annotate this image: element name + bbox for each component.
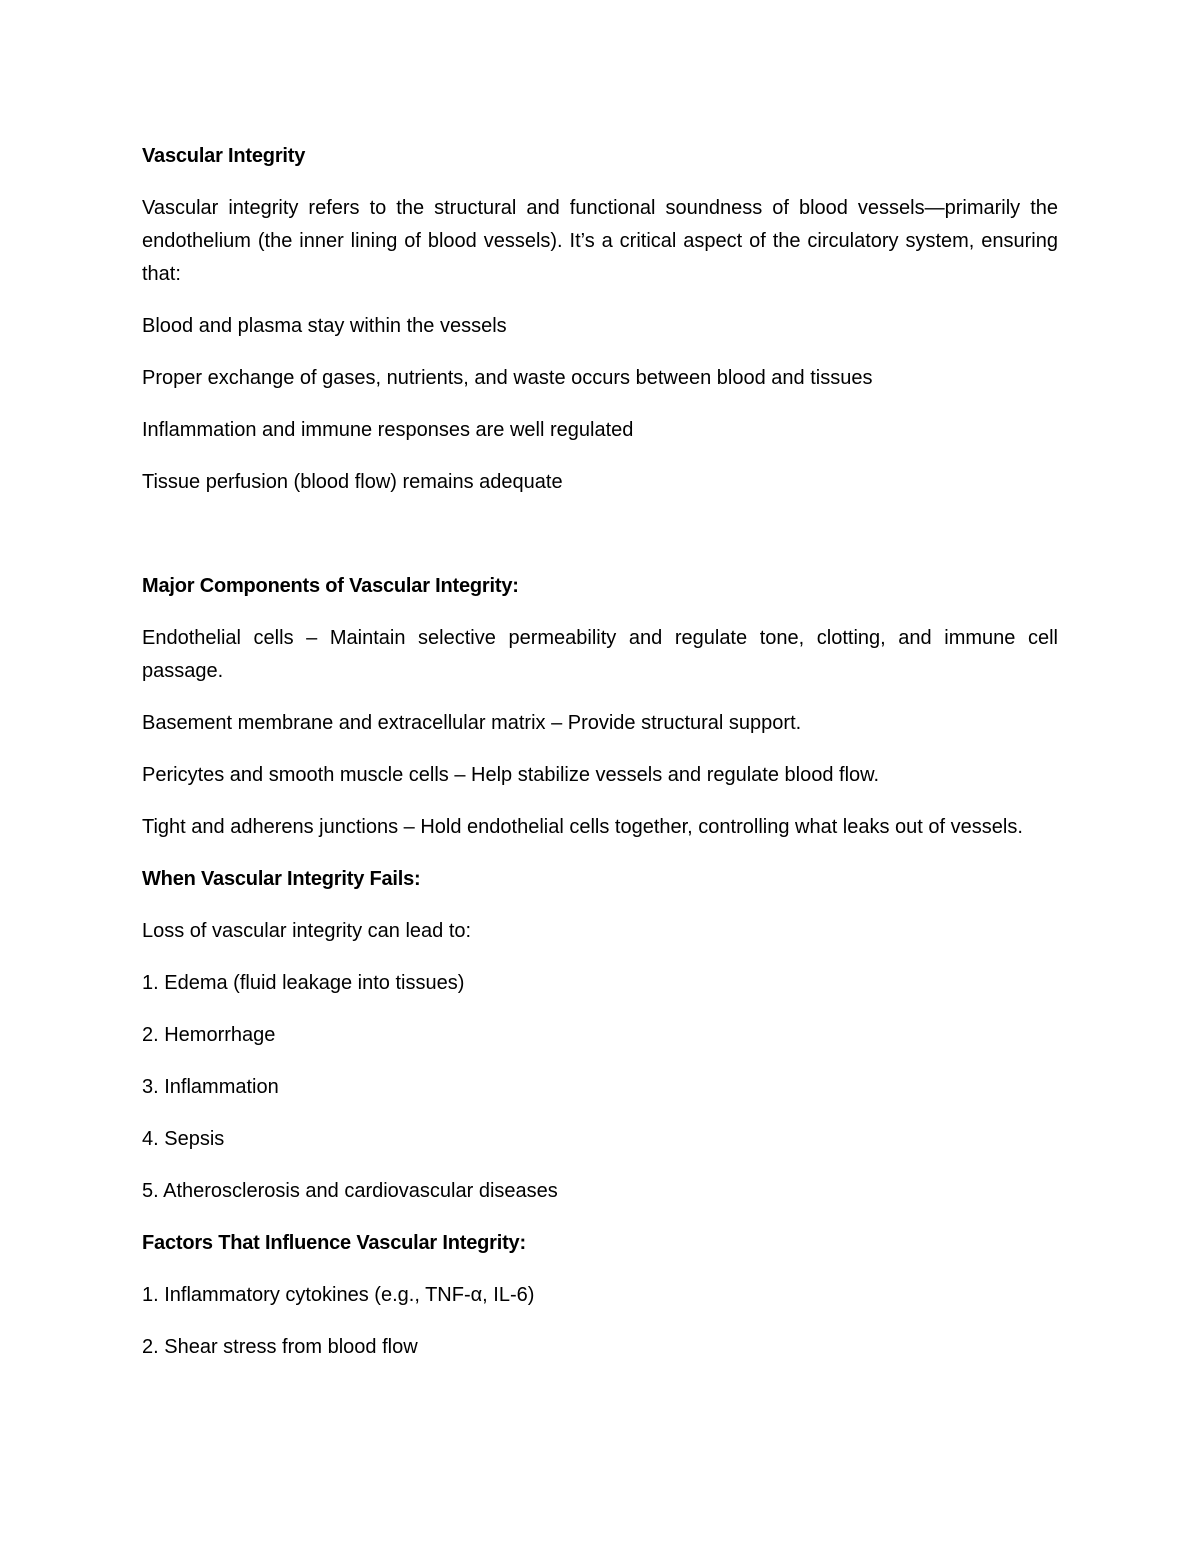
section-heading-vascular-integrity: Vascular Integrity (142, 145, 306, 167)
section-heading-factors: Factors That Influence Vascular Integrity: (142, 1232, 526, 1254)
fails-item: 2. Hemorrhage (142, 1024, 276, 1046)
blank-line (142, 518, 1058, 570)
integrity-point: Proper exchange of gases, nutrients, and waste occurs between blood and tissues (142, 367, 873, 389)
component-item: Tight and adherens junctions – Hold endothelial cells together, controlling what leaks out of vessels. (142, 816, 1023, 838)
fails-item: 5. Atherosclerosis and cardiovascular diseases (142, 1180, 558, 1202)
factor-item: 1. Inflammatory cytokines (e.g., TNF-α, IL-6) (142, 1284, 535, 1306)
integrity-point: Blood and plasma stay within the vessels (142, 315, 507, 337)
section-heading-major-components: Major Components of Vascular Integrity: (142, 575, 519, 597)
integrity-point: Tissue perfusion (blood flow) remains adequate (142, 471, 563, 493)
component-item: Basement membrane and extracellular matrix – Provide structural support. (142, 712, 802, 734)
factor-item: 2. Shear stress from blood flow (142, 1336, 418, 1358)
component-item: Pericytes and smooth muscle cells – Help stabilize vessels and regulate blood flow. (142, 764, 880, 786)
fails-item: 3. Inflammation (142, 1076, 279, 1098)
intro-paragraph: Vascular integrity refers to the structural and functional soundness of blood vessels—primarily the endothelium (the inner lining of blood vessels). It’s a critical aspect of the circulatory system, ensuring that: (142, 197, 1058, 285)
fails-intro: Loss of vascular integrity can lead to: (142, 920, 472, 942)
section-heading-when-fails: When Vascular Integrity Fails: (142, 868, 421, 890)
component-item: Endothelial cells – Maintain selective permeability and regulate tone, clotting, and immune cell passage. (142, 627, 1058, 682)
fails-item: 4. Sepsis (142, 1128, 225, 1150)
integrity-point: Inflammation and immune responses are well regulated (142, 419, 634, 441)
fails-item: 1. Edema (fluid leakage into tissues) (142, 972, 465, 994)
document-page (142, 140, 1058, 1383)
